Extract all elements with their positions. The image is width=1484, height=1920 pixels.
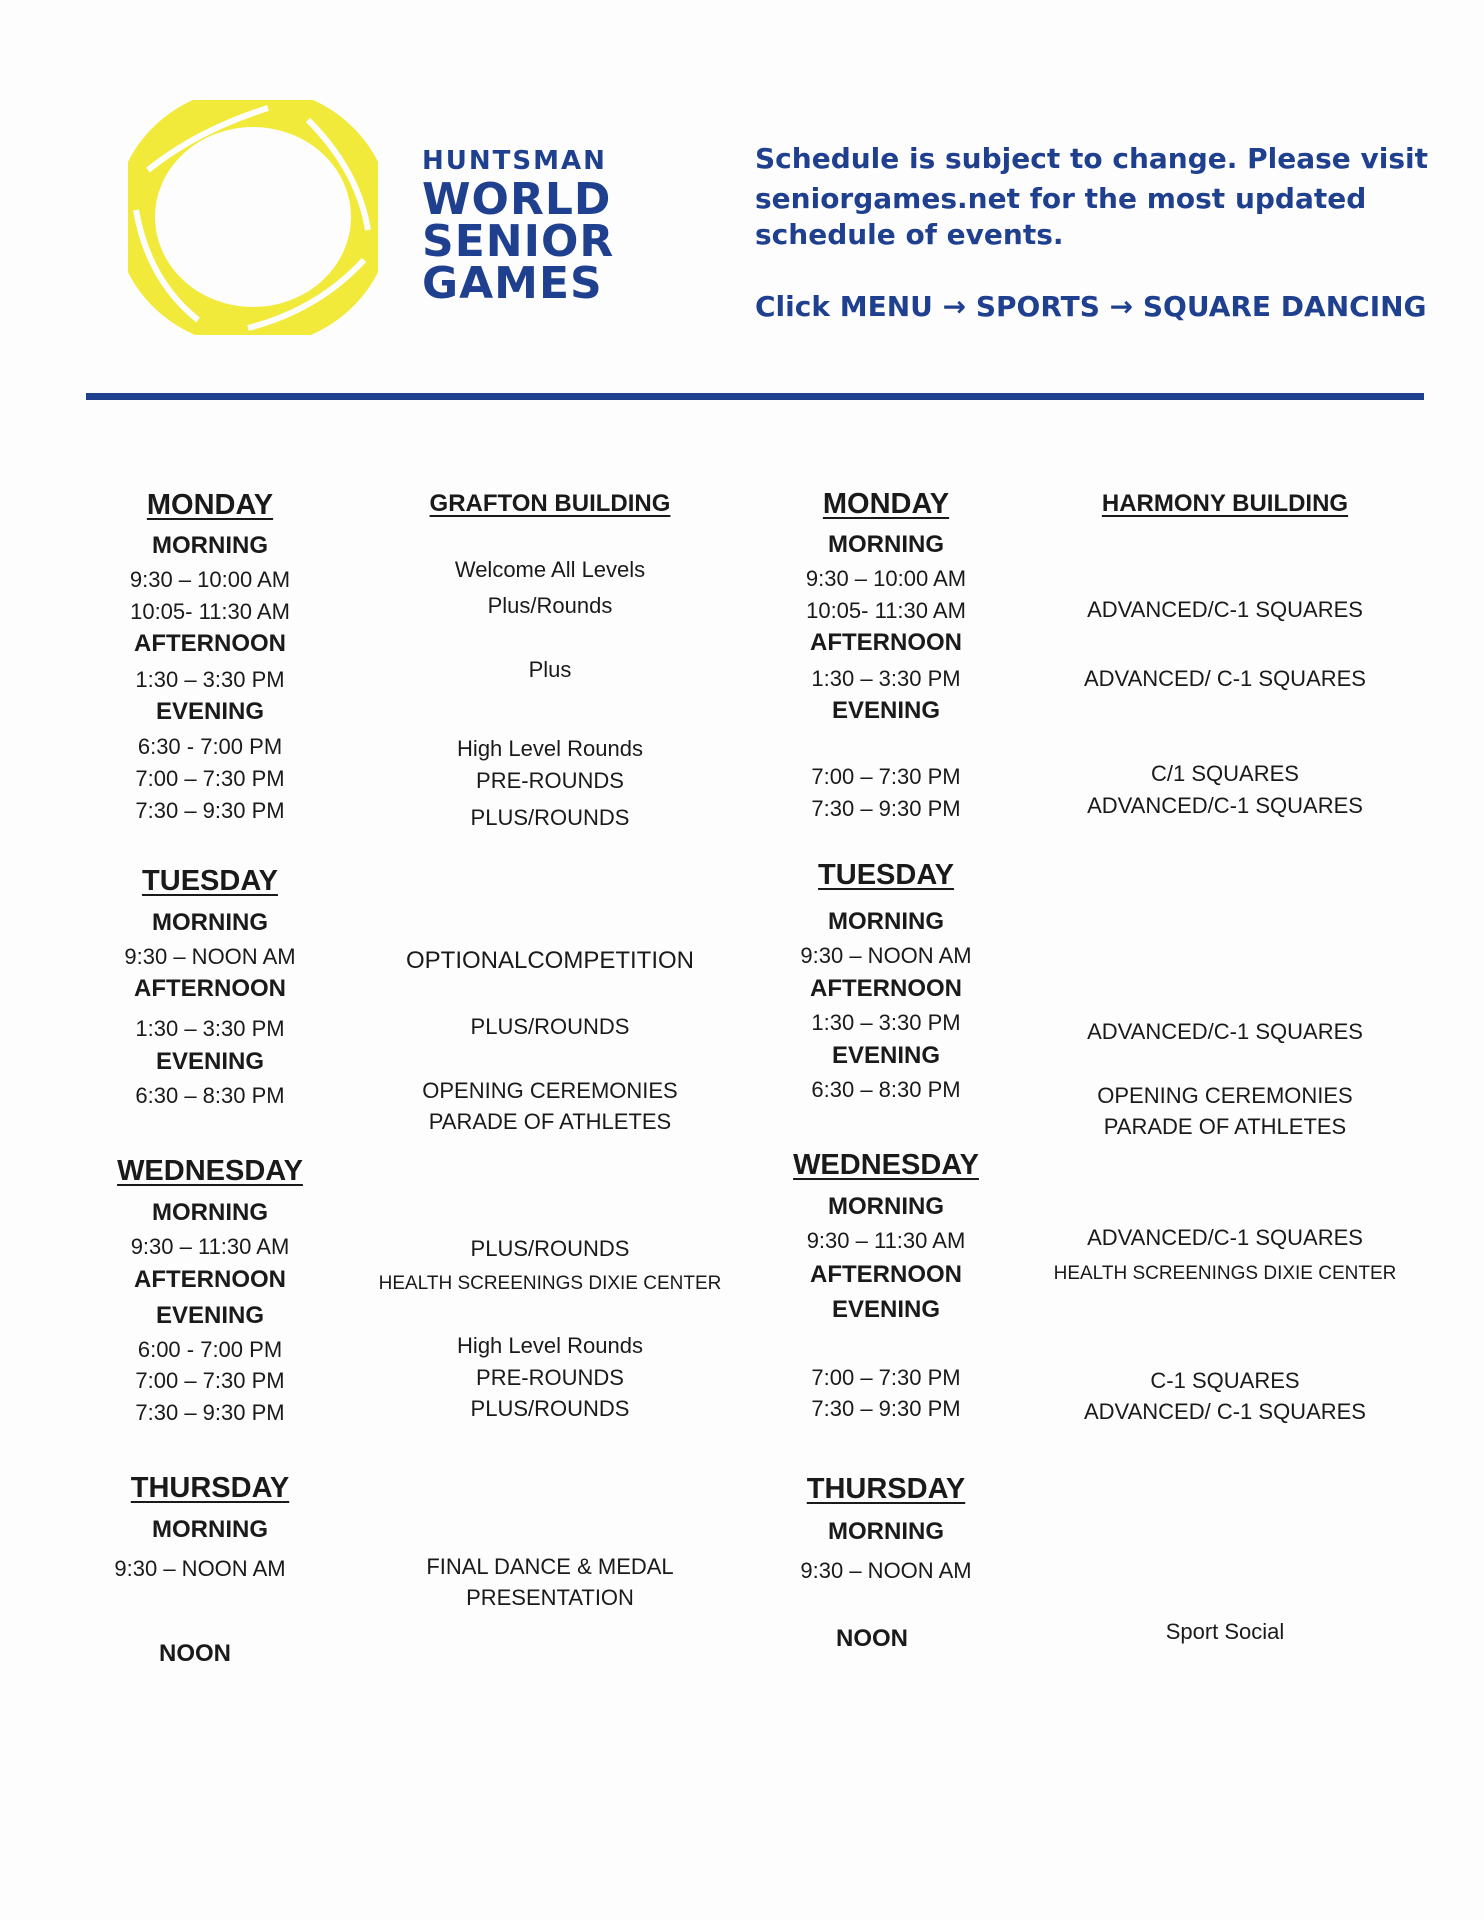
right-monday-event-4: C/1 SQUARES [1151, 761, 1299, 786]
left-monday-time-2: 10:05- 11:30 AM [130, 599, 290, 624]
left-tuesday-morning: MORNING [152, 909, 268, 936]
right-tuesday-time-2: 1:30 – 3:30 PM [811, 1010, 961, 1035]
right-monday-afternoon: AFTERNOON [810, 629, 962, 656]
right-tuesday-evening: EVENING [831, 1042, 941, 1069]
left-tuesday-event-1: OPTIONALCOMPETITION [405, 947, 695, 974]
notice-line-3: schedule of events. [755, 218, 1064, 251]
left-thursday-event-1a: FINAL DANCE & MEDAL [426, 1554, 674, 1579]
left-wednesday-event-1: PLUS/ROUNDS [470, 1236, 630, 1261]
right-monday-time-5: 7:30 – 9:30 PM [811, 796, 961, 821]
right-monday-event-5: ADVANCED/C-1 SQUARES [1087, 793, 1363, 818]
right-tuesday-event-3a: OPENING CEREMONIES [1097, 1083, 1353, 1108]
right-wednesday-event-2: C-1 SQUARES [1150, 1368, 1300, 1393]
right-wednesday-time-1: 9:30 – 11:30 AM [806, 1228, 966, 1253]
left-wednesday-evening: EVENING [155, 1302, 265, 1329]
left-thursday-noon: NOON [159, 1640, 231, 1667]
left-tuesday-event-2: PLUS/ROUNDS [470, 1014, 630, 1039]
right-wednesday-morning: MORNING [828, 1193, 944, 1220]
left-wednesday-heading: WEDNESDAY [117, 1155, 303, 1187]
brand-world: WORLD [422, 174, 612, 225]
right-thursday-sport-social: Sport Social [1165, 1619, 1285, 1644]
right-thursday-morning: MORNING [828, 1518, 944, 1545]
right-monday-time-2: 10:05- 11:30 AM [806, 598, 966, 623]
left-tuesday-evening: EVENING [155, 1048, 265, 1075]
brand-games: GAMES [422, 258, 603, 309]
right-wednesday-health-screenings: HEALTH SCREENINGS DIXIE CENTER [1053, 1263, 1397, 1284]
left-wednesday-event-3: PRE-ROUNDS [476, 1365, 624, 1390]
right-thursday-noon: NOON [836, 1625, 908, 1652]
left-monday-time-6: 7:30 – 9:30 PM [135, 798, 285, 823]
left-monday-time-4: 6:30 - 7:00 PM [137, 734, 283, 759]
left-monday-heading: MONDAY [146, 489, 274, 521]
left-thursday-morning: MORNING [152, 1516, 268, 1543]
right-tuesday-morning: MORNING [828, 908, 944, 935]
left-monday-event-3: Plus [528, 657, 572, 682]
right-wednesday-event-3: ADVANCED/ C-1 SQUARES [1084, 1399, 1366, 1424]
right-wednesday-afternoon: AFTERNOON [810, 1261, 962, 1288]
left-wednesday-time-4: 7:30 – 9:30 PM [135, 1400, 285, 1425]
left-tuesday-time-2: 1:30 – 3:30 PM [135, 1016, 285, 1041]
left-monday-evening: EVENING [155, 698, 265, 725]
right-tuesday-heading: TUESDAY [818, 859, 954, 891]
left-monday-time-3: 1:30 – 3:30 PM [135, 667, 285, 692]
header-divider [86, 393, 1424, 400]
brand-senior: SENIOR [422, 216, 615, 267]
right-monday-time-1: 9:30 – 10:00 AM [805, 566, 967, 591]
left-tuesday-heading: TUESDAY [142, 865, 278, 897]
right-tuesday-time-1: 9:30 – NOON AM [800, 943, 972, 968]
right-monday-event-2: ADVANCED/C-1 SQUARES [1087, 597, 1363, 622]
left-wednesday-morning: MORNING [152, 1199, 268, 1226]
left-wednesday-event-4: PLUS/ROUNDS [470, 1396, 630, 1421]
left-thursday-heading: THURSDAY [130, 1472, 290, 1504]
left-tuesday-time-1: 9:30 – NOON AM [124, 944, 296, 969]
left-monday-event-4: High Level Rounds [457, 736, 643, 761]
right-monday-event-3: ADVANCED/ C-1 SQUARES [1084, 666, 1366, 691]
right-tuesday-time-3: 6:30 – 8:30 PM [811, 1077, 961, 1102]
right-monday-morning: MORNING [828, 531, 944, 558]
left-monday-time-5: 7:00 – 7:30 PM [135, 766, 285, 791]
left-wednesday-time-1: 9:30 – 11:30 AM [130, 1234, 290, 1259]
left-wednesday-time-2: 6:00 - 7:00 PM [137, 1337, 283, 1362]
left-tuesday-event-3a: OPENING CEREMONIES [422, 1078, 678, 1103]
notice-line-2: seniorgames.net for the most updated [755, 182, 1367, 215]
left-tuesday-event-3b: PARADE OF ATHLETES [428, 1109, 672, 1134]
left-wednesday-event-2: High Level Rounds [457, 1333, 643, 1358]
left-thursday-time-1: 9:30 – NOON AM [114, 1556, 286, 1581]
huntsman-games-logo [128, 100, 378, 335]
left-monday-time-1: 9:30 – 10:00 AM [129, 567, 291, 592]
left-monday-event-2: Plus/Rounds [487, 593, 613, 618]
left-monday-morning: MORNING [152, 532, 268, 559]
right-thursday-time-1: 9:30 – NOON AM [800, 1558, 972, 1583]
left-monday-event-6: PLUS/ROUNDS [470, 805, 630, 830]
brand-huntsman: HUNTSMAN [422, 146, 607, 176]
right-tuesday-event-2: ADVANCED/C-1 SQUARES [1087, 1019, 1363, 1044]
right-monday-evening: EVENING [831, 697, 941, 724]
grafton-building-heading: GRAFTON BUILDING [429, 490, 671, 517]
right-wednesday-time-2: 7:00 – 7:30 PM [811, 1365, 961, 1390]
nav-path: Click MENU → SPORTS → SQUARE DANCING [755, 290, 1427, 323]
left-monday-afternoon: AFTERNOON [134, 630, 286, 657]
right-thursday-heading: THURSDAY [806, 1473, 966, 1505]
harmony-building-heading: HARMONY BUILDING [1101, 490, 1349, 517]
right-monday-heading: MONDAY [822, 488, 950, 520]
left-monday-event-1: Welcome All Levels [454, 557, 646, 582]
left-tuesday-time-3: 6:30 – 8:30 PM [135, 1083, 285, 1108]
right-tuesday-afternoon: AFTERNOON [810, 975, 962, 1002]
right-wednesday-time-3: 7:30 – 9:30 PM [811, 1396, 961, 1421]
right-wednesday-heading: WEDNESDAY [793, 1149, 979, 1181]
right-wednesday-event-1: ADVANCED/C-1 SQUARES [1087, 1225, 1363, 1250]
left-wednesday-afternoon: AFTERNOON [134, 1266, 286, 1293]
left-wednesday-time-3: 7:00 – 7:30 PM [135, 1368, 285, 1393]
right-monday-time-3: 1:30 – 3:30 PM [811, 666, 961, 691]
right-monday-time-4: 7:00 – 7:30 PM [811, 764, 961, 789]
left-monday-event-5: PRE-ROUNDS [476, 768, 624, 793]
right-tuesday-event-3b: PARADE OF ATHLETES [1103, 1114, 1347, 1139]
left-thursday-event-1b: PRESENTATION [466, 1585, 634, 1610]
right-wednesday-evening: EVENING [831, 1296, 941, 1323]
notice-line-1: Schedule is subject to change. Please visit [755, 142, 1429, 175]
left-tuesday-afternoon: AFTERNOON [134, 975, 286, 1002]
left-wednesday-health-screenings: HEALTH SCREENINGS DIXIE CENTER [378, 1273, 722, 1294]
